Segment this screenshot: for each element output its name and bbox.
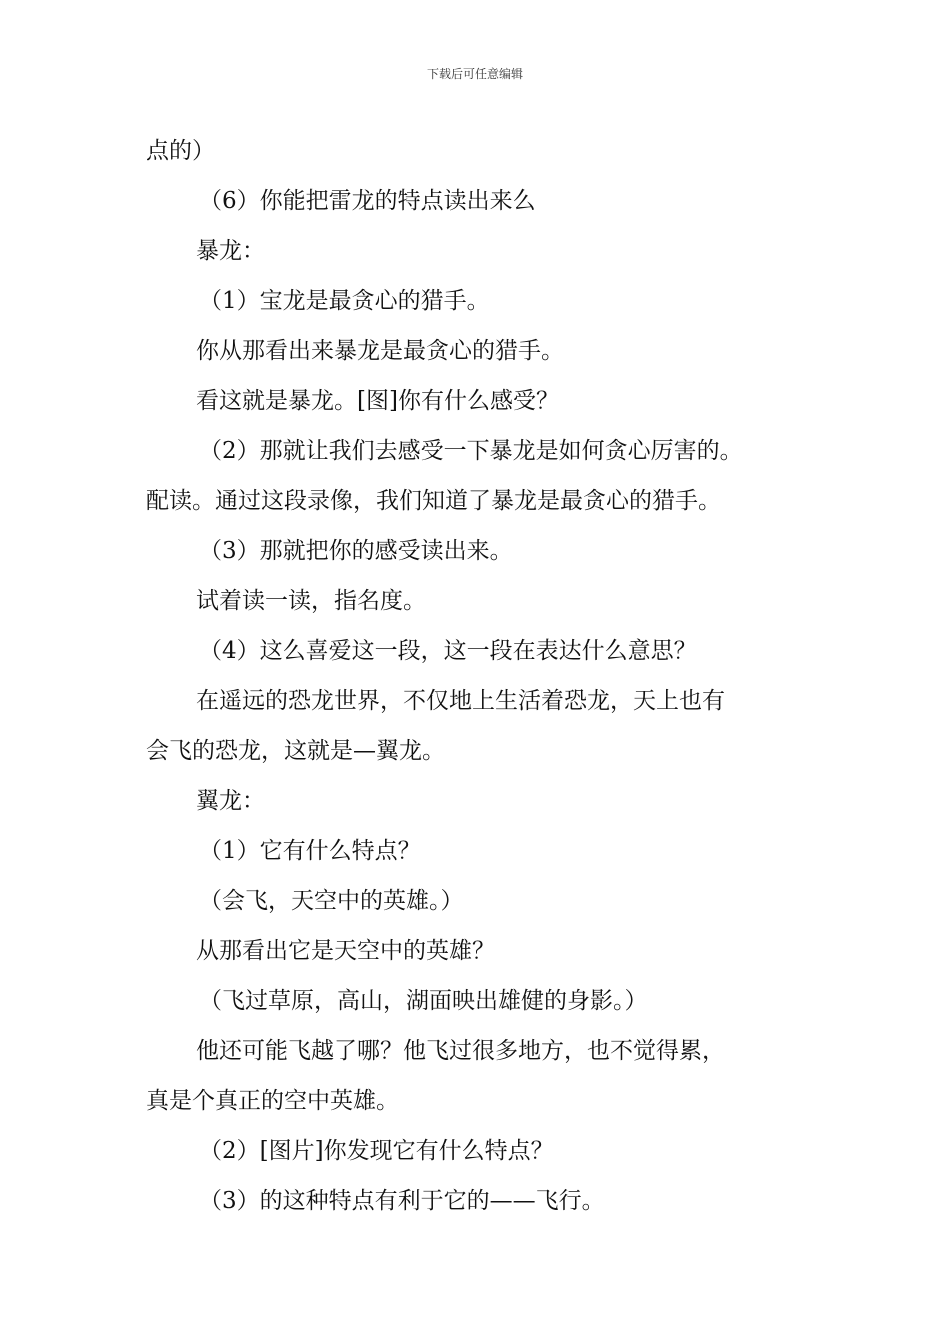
text-line: （飞过草原，高山，湖面映出雄健的身影。） (199, 988, 648, 1014)
text-line: 点的） (146, 138, 215, 164)
text-line: 你从那看出来暴龙是最贪心的猎手。 (196, 338, 564, 364)
text-line: 从那看出它是天空中的英雄？ (196, 938, 495, 964)
text-line: （3）那就把你的感受读出来。 (199, 538, 513, 564)
text-line: （会飞，天空中的英雄。） (199, 888, 464, 914)
text-line: （2）那就让我们去感受一下暴龙是如何贪心厉害的。 (199, 438, 743, 464)
text-line: 看这就是暴龙。[图]你有什么感受？ (196, 388, 559, 414)
page-header-note: 下载后可任意编辑 (426, 67, 523, 81)
section-heading: 暴龙： (196, 238, 265, 264)
section-heading: 翼龙： (196, 788, 265, 814)
text-line: 配读。通过这段录像，我们知道了暴龙是最贪心的猎手。 (146, 488, 721, 514)
text-line: （1）宝龙是最贪心的猎手。 (199, 288, 490, 314)
text-line: 在遥远的恐龙世界，不仅地上生活着恐龙，天上也有 (196, 688, 725, 714)
text-line: （4）这么喜爱这一段，这一段在表达什么意思？ (199, 638, 697, 664)
text-line: 他还可能飞越了哪？他飞过很多地方，也不觉得累， (196, 1038, 725, 1064)
text-line: （3）的这种特点有利于它的——飞行。 (199, 1188, 605, 1214)
text-line: （2）[图片]你发现它有什么特点？ (199, 1138, 554, 1164)
text-line: （1）它有什么特点？ (199, 838, 421, 864)
text-line: 真是个真正的空中英雄。 (146, 1088, 399, 1114)
text-line: 试着读一读，指名度。 (196, 588, 426, 614)
text-line: （6）你能把雷龙的特点读出来么 (199, 188, 536, 214)
document-body (146, 126, 806, 1226)
text-line: 会飞的恐龙，这就是—翼龙。 (146, 738, 445, 764)
